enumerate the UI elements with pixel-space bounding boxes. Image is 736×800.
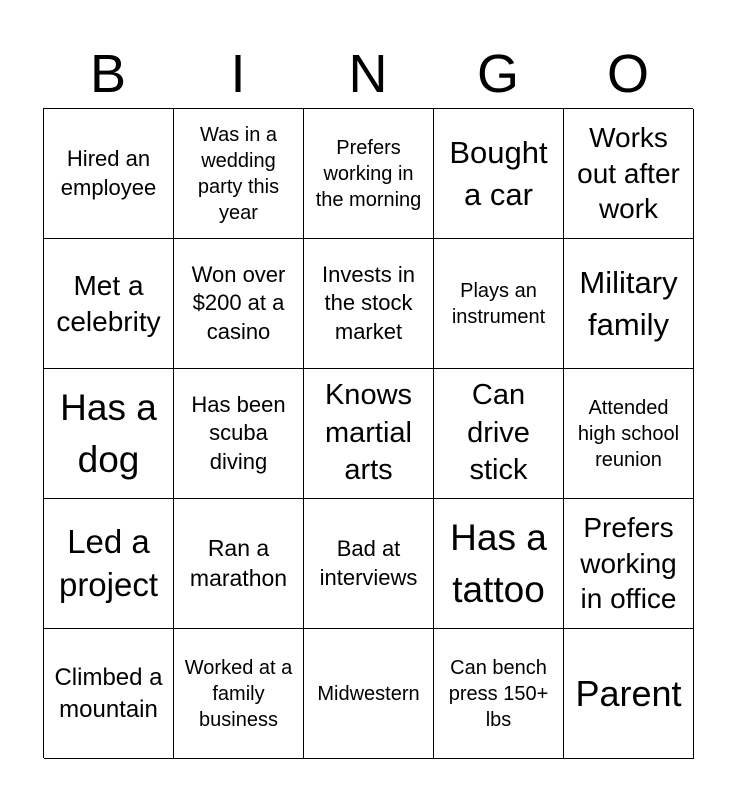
bingo-cell[interactable]: Works out after work [564,109,694,239]
bingo-cell[interactable]: Met a celebrity [44,239,174,369]
bingo-cell[interactable]: Has a dog [44,369,174,499]
bingo-cell[interactable]: Has a tattoo [434,499,564,629]
header-letter-n: N [348,44,388,104]
bingo-cell[interactable]: Can drive stick [434,369,564,499]
bingo-cell[interactable]: Led a project [44,499,174,629]
bingo-cell[interactable]: Bad at interviews [304,499,434,629]
bingo-card-grid [43,108,693,758]
bingo-cell[interactable]: Can bench press 150+ lbs [434,629,564,759]
bingo-cell[interactable]: Has been scuba diving [174,369,304,499]
bingo-cell[interactable]: Knows martial arts [304,369,434,499]
bingo-cell[interactable]: Climbed a mountain [44,629,174,759]
bingo-cell[interactable]: Worked at a family business [174,629,304,759]
bingo-cell[interactable]: Prefers working in office [564,499,694,629]
bingo-cell[interactable]: Parent [564,629,694,759]
header-letter-i: I [230,44,246,104]
bingo-header [43,40,693,108]
bingo-cell[interactable]: Plays an instrument [434,239,564,369]
bingo-cell[interactable]: Bought a car [434,109,564,239]
header-letter-g: G [476,44,519,104]
bingo-cell[interactable]: Ran a marathon [174,499,304,629]
bingo-cell[interactable]: Invests in the stock market [304,239,434,369]
bingo-cell[interactable]: Was in a wedding party this year [174,109,304,239]
bingo-cell[interactable]: Military family [564,239,694,369]
bingo-cell[interactable]: Attended high school reunion [564,369,694,499]
header-letter-o: O [606,44,649,104]
bingo-cell[interactable]: Won over $200 at a casino [174,239,304,369]
bingo-cell[interactable]: Hired an employee [44,109,174,239]
header-letter-b: B [89,44,127,104]
bingo-cell[interactable]: Prefers working in the morning [304,109,434,239]
bingo-cell[interactable]: Midwestern [304,629,434,759]
